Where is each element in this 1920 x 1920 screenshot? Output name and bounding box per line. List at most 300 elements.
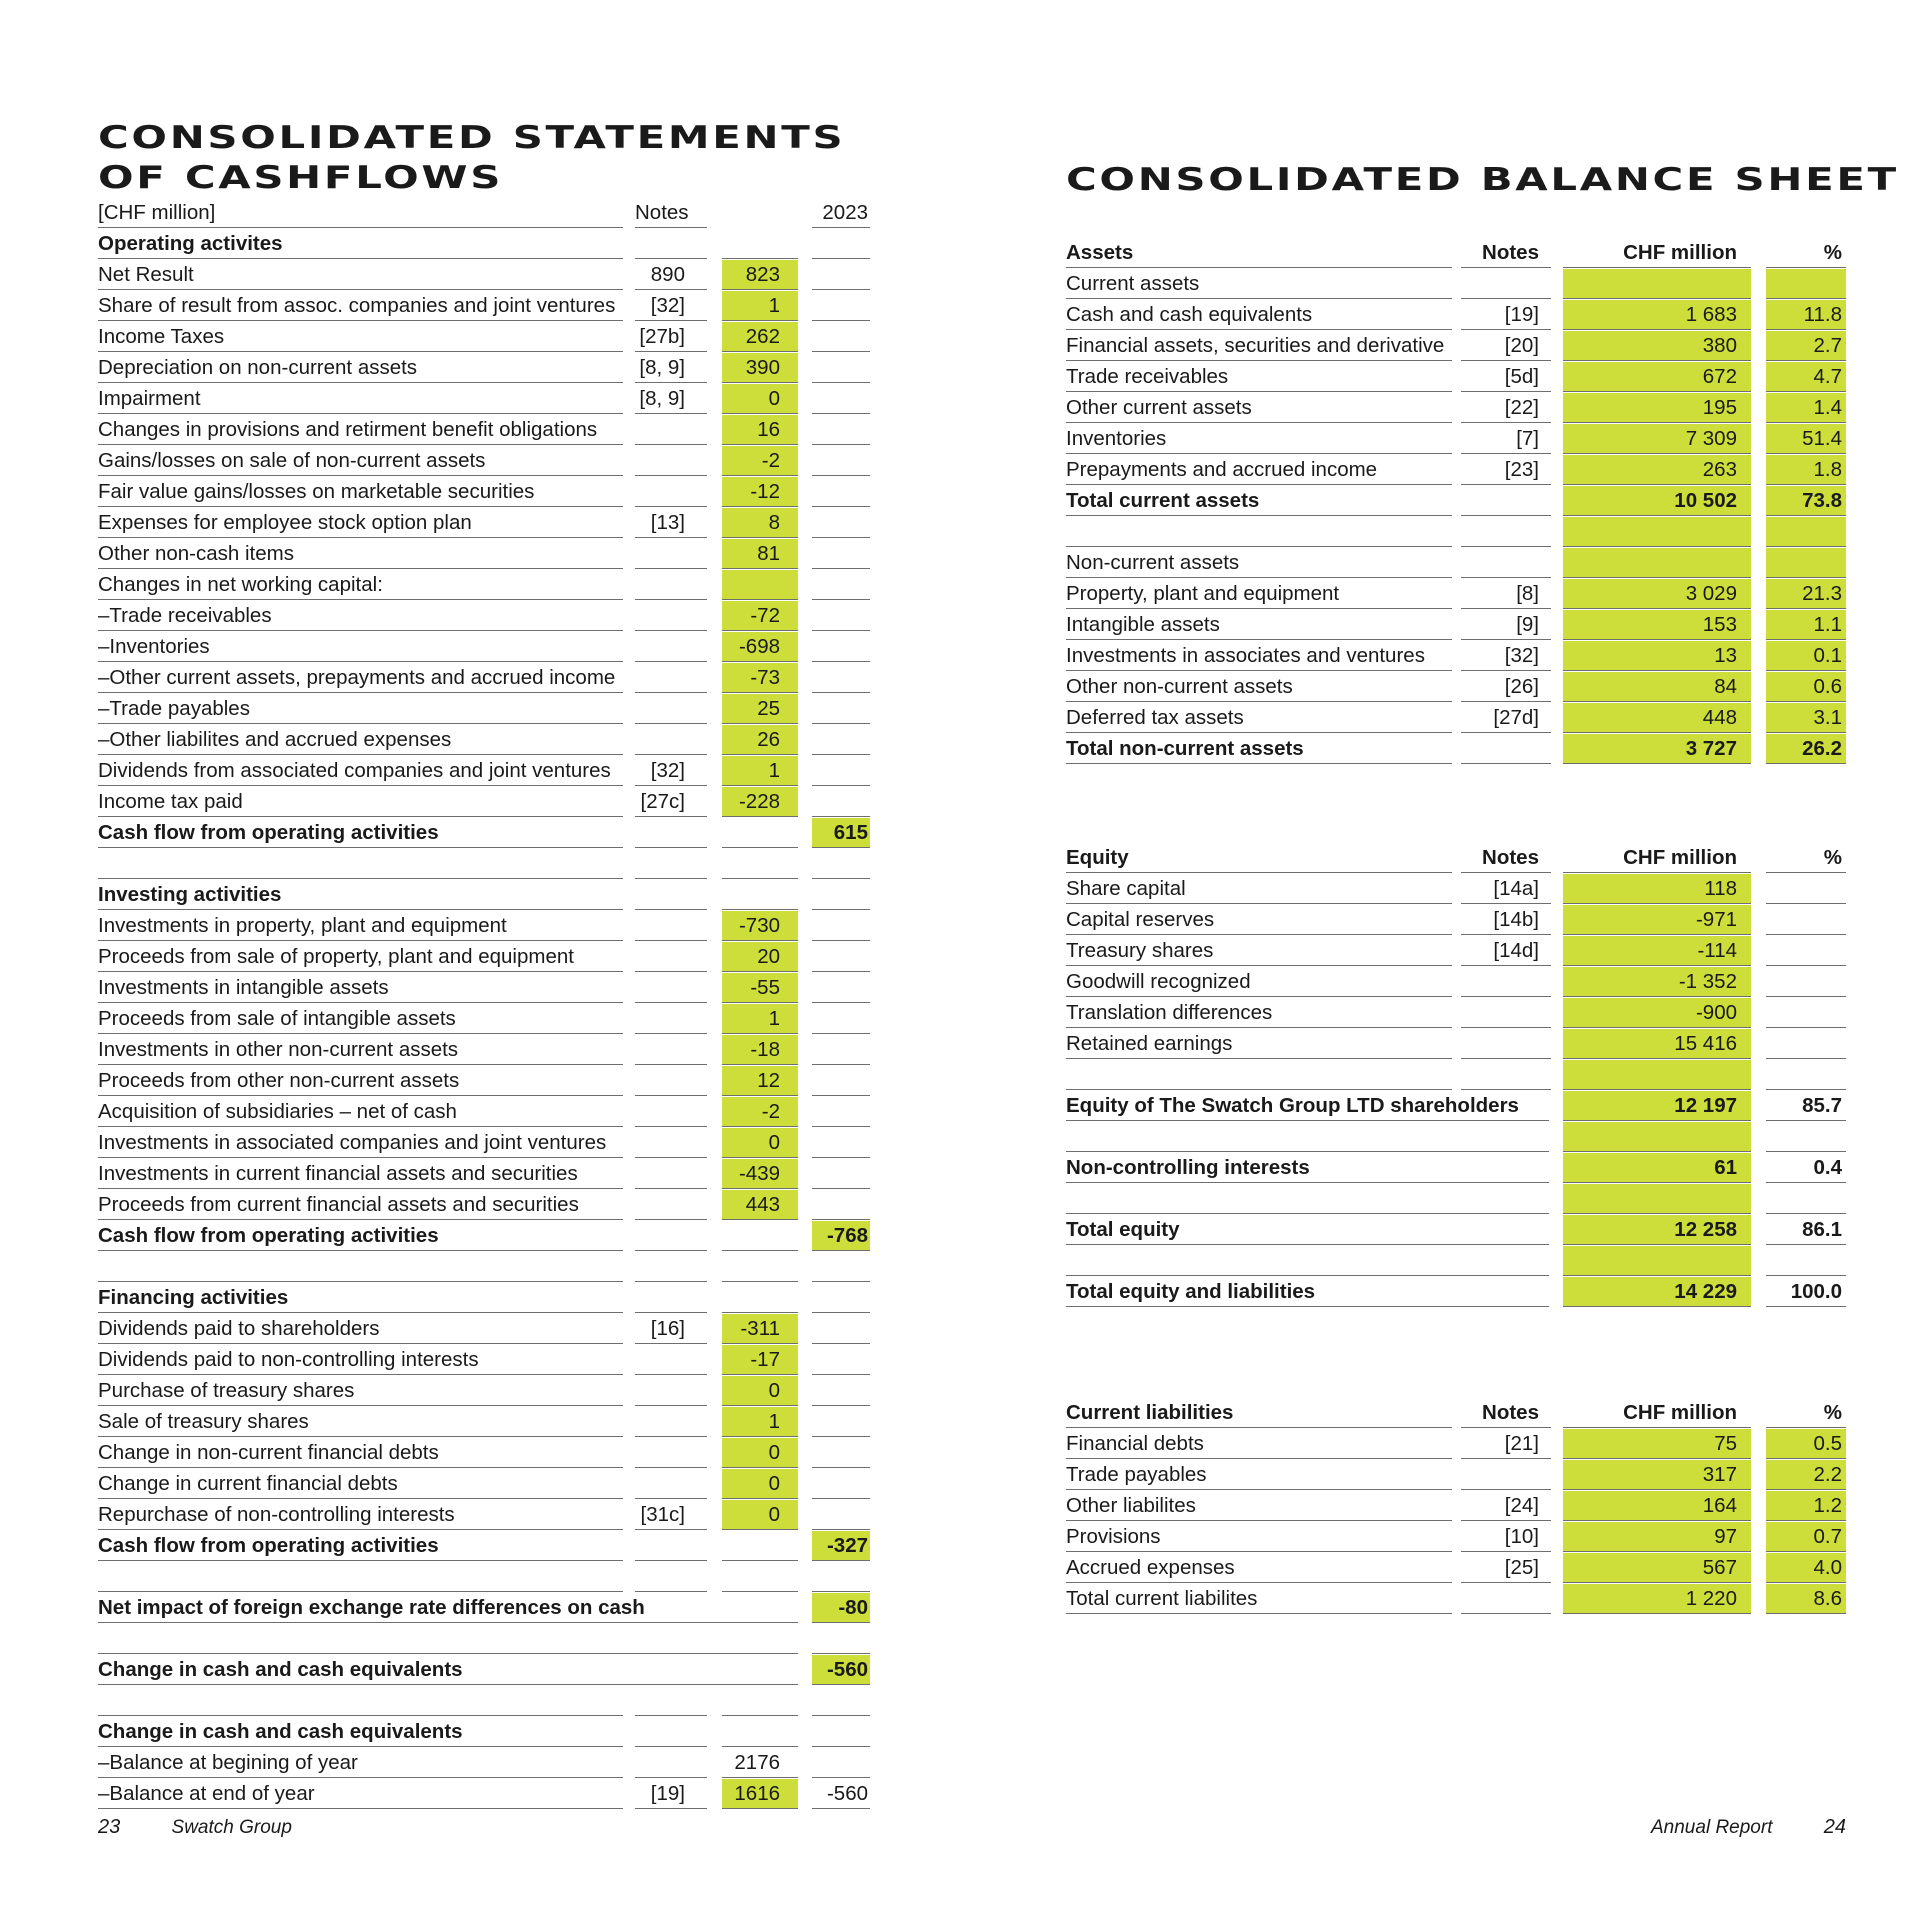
row-value: -2 <box>722 1097 798 1127</box>
table-row <box>98 787 878 818</box>
row-note <box>635 446 707 476</box>
row-total <box>812 446 870 476</box>
row-label <box>98 1252 623 1282</box>
row-label: Fair value gains/losses on marketable securities <box>98 477 623 507</box>
table-row <box>98 353 878 384</box>
spacer-row <box>1066 517 1846 548</box>
table-row <box>98 1407 878 1438</box>
row-label: Investments in current financial assets and securities <box>98 1159 623 1189</box>
row-note: [32] <box>635 291 707 321</box>
row-note <box>635 663 707 693</box>
row-total <box>812 260 870 290</box>
row-total <box>812 1438 870 1468</box>
table-row <box>98 1779 878 1810</box>
row-value: 1 <box>722 756 798 786</box>
row-value: 81 <box>722 539 798 569</box>
chf-header: CHF million <box>1563 1398 1751 1428</box>
row-percent <box>1766 998 1846 1028</box>
row-chf-value: 3 029 <box>1563 579 1751 609</box>
row-chf-value: 10 502 <box>1563 486 1751 516</box>
row-note <box>1461 734 1551 764</box>
row-label <box>98 1562 623 1592</box>
row-chf-value: 164 <box>1563 1491 1751 1521</box>
table-row <box>1066 579 1846 610</box>
row-percent: 1.2 <box>1766 1491 1846 1521</box>
row-label: Income Taxes <box>98 322 623 352</box>
row-label: Change in cash and cash equivalents <box>98 1655 798 1685</box>
footer-brand: Swatch Group <box>171 1817 292 1838</box>
row-label: –Inventories <box>98 632 623 662</box>
row-label: Financial debts <box>1066 1429 1452 1459</box>
row-total <box>812 1717 870 1747</box>
section-label: Assets <box>1066 238 1452 268</box>
row-total <box>812 1500 870 1530</box>
row-label: Proceeds from other non-current assets <box>98 1066 623 1096</box>
row-label: Trade receivables <box>1066 362 1452 392</box>
row-label: –Other liabilites and accrued expenses <box>98 725 623 755</box>
table-row <box>98 415 878 446</box>
table-row <box>98 973 878 1004</box>
row-label: Non-current assets <box>1066 548 1452 578</box>
row-value: 0 <box>722 1128 798 1158</box>
row-label: Treasury shares <box>1066 936 1452 966</box>
row-percent <box>1766 1184 1846 1214</box>
table-row <box>1066 300 1846 331</box>
row-percent <box>1766 936 1846 966</box>
table-row <box>98 1655 878 1686</box>
row-label: Investments in associated companies and joint ventures <box>98 1128 623 1158</box>
row-value: 0 <box>722 1469 798 1499</box>
row-value: -72 <box>722 601 798 631</box>
row-label: Dividends paid to non-controlling interests <box>98 1345 623 1375</box>
table-row <box>98 1717 878 1748</box>
row-total <box>812 1035 870 1065</box>
table-row <box>98 1004 878 1035</box>
row-percent <box>1766 1029 1846 1059</box>
row-chf-value: 153 <box>1563 610 1751 640</box>
row-value: -228 <box>722 787 798 817</box>
row-label: Cash and cash equivalents <box>1066 300 1452 330</box>
row-label: Goodwill recognized <box>1066 967 1452 997</box>
table-row <box>98 384 878 415</box>
row-chf-value <box>1563 1246 1751 1276</box>
row-total: -80 <box>812 1593 870 1623</box>
row-label: Other non-cash items <box>98 539 623 569</box>
row-total <box>812 570 870 600</box>
row-note <box>635 1407 707 1437</box>
row-label: Total current assets <box>1066 486 1452 516</box>
row-note: [8, 9] <box>635 384 707 414</box>
table-row <box>98 1531 878 1562</box>
row-total: 615 <box>812 818 870 848</box>
row-value: 12 <box>722 1066 798 1096</box>
row-chf-value: 1 683 <box>1563 300 1751 330</box>
row-label: Dividends paid to shareholders <box>98 1314 623 1344</box>
row-label: Accrued expenses <box>1066 1553 1452 1583</box>
row-total <box>812 1469 870 1499</box>
row-label <box>1066 1122 1549 1152</box>
row-chf-value: 1 220 <box>1563 1584 1751 1614</box>
table-row <box>98 1469 878 1500</box>
row-percent: 85.7 <box>1766 1091 1846 1121</box>
row-value: 390 <box>722 353 798 383</box>
row-label: Equity of The Swatch Group LTD shareholders <box>1066 1091 1549 1121</box>
row-value <box>722 1283 798 1313</box>
row-percent <box>1766 905 1846 935</box>
row-label: Translation differences <box>1066 998 1452 1028</box>
row-percent: 0.1 <box>1766 641 1846 671</box>
row-value <box>722 880 798 910</box>
row-note <box>635 942 707 972</box>
row-note: [27b] <box>635 322 707 352</box>
row-label: Financing activities <box>98 1283 623 1313</box>
table-row <box>98 229 878 260</box>
table-row <box>1066 967 1846 998</box>
row-note: [14d] <box>1461 936 1551 966</box>
row-value: 1 <box>722 1407 798 1437</box>
table-row <box>98 911 878 942</box>
section-label: Current liabilities <box>1066 1398 1452 1428</box>
table-row <box>98 663 878 694</box>
row-label: Other non-current assets <box>1066 672 1452 702</box>
row-value <box>722 1252 798 1282</box>
row-value: -12 <box>722 477 798 507</box>
table-row <box>98 1748 878 1779</box>
row-percent: 0.5 <box>1766 1429 1846 1459</box>
row-note <box>635 1376 707 1406</box>
row-total <box>812 725 870 755</box>
row-label: Total equity and liabilities <box>1066 1277 1549 1307</box>
row-label: Share capital <box>1066 874 1452 904</box>
table-row <box>98 477 878 508</box>
table-row <box>1066 362 1846 393</box>
row-note <box>1461 517 1551 547</box>
row-chf-value: 12 258 <box>1563 1215 1751 1245</box>
row-total <box>812 1004 870 1034</box>
row-note <box>635 1190 707 1220</box>
row-label: Cash flow from operating activities <box>98 1531 623 1561</box>
row-total: -560 <box>812 1779 870 1809</box>
row-note: [5d] <box>1461 362 1551 392</box>
row-total <box>812 1097 870 1127</box>
row-value: -55 <box>722 973 798 1003</box>
row-value: 1616 <box>722 1779 798 1809</box>
row-percent: 0.7 <box>1766 1522 1846 1552</box>
row-label <box>98 1686 623 1716</box>
table-row <box>1066 703 1846 734</box>
row-note: [14a] <box>1461 874 1551 904</box>
percent-header: % <box>1766 1398 1846 1428</box>
row-total <box>812 1066 870 1096</box>
row-note <box>635 1469 707 1499</box>
row-value: 1 <box>722 1004 798 1034</box>
row-label: Change in non-current financial debts <box>98 1438 623 1468</box>
row-chf-value: 15 416 <box>1563 1029 1751 1059</box>
blank-header <box>722 198 798 228</box>
row-note: [7] <box>1461 424 1551 454</box>
row-note <box>635 477 707 507</box>
row-note <box>1461 967 1551 997</box>
table-row <box>1066 393 1846 424</box>
table-row <box>1066 1091 1846 1122</box>
row-percent <box>1766 517 1846 547</box>
table-row <box>1066 1215 1846 1246</box>
row-note <box>635 1097 707 1127</box>
table-row <box>98 1593 878 1624</box>
row-label: Non-controlling interests <box>1066 1153 1549 1183</box>
row-total <box>812 880 870 910</box>
row-label: Proceeds from sale of intangible assets <box>98 1004 623 1034</box>
row-note <box>635 1159 707 1189</box>
year-header: 2023 <box>812 198 870 228</box>
table-row <box>98 818 878 849</box>
row-note: 890 <box>635 260 707 290</box>
row-value <box>722 229 798 259</box>
table-row <box>98 601 878 632</box>
row-label: Change in current financial debts <box>98 1469 623 1499</box>
row-percent: 26.2 <box>1766 734 1846 764</box>
row-note: [16] <box>635 1314 707 1344</box>
table-row <box>1066 874 1846 905</box>
row-value: 1 <box>722 291 798 321</box>
row-note <box>635 632 707 662</box>
row-label: –Balance at end of year <box>98 1779 623 1809</box>
row-label <box>1066 1060 1452 1090</box>
spacer-row <box>1066 1060 1846 1091</box>
row-chf-value: 448 <box>1563 703 1751 733</box>
row-value: -17 <box>722 1345 798 1375</box>
row-total <box>812 1407 870 1437</box>
row-total <box>812 415 870 445</box>
row-note: [32] <box>635 756 707 786</box>
row-note <box>635 1748 707 1778</box>
table-row <box>98 1128 878 1159</box>
row-note: [24] <box>1461 1491 1551 1521</box>
row-percent: 51.4 <box>1766 424 1846 454</box>
percent-header: % <box>1766 843 1846 873</box>
units-label: [CHF million] <box>98 198 623 228</box>
row-total <box>812 384 870 414</box>
row-note: [22] <box>1461 393 1551 423</box>
row-note <box>1461 1029 1551 1059</box>
row-value <box>722 570 798 600</box>
row-note: [19] <box>635 1779 707 1809</box>
page-number: 23 <box>98 1816 121 1838</box>
row-label: Share of result from assoc. companies and joint ventures <box>98 291 623 321</box>
row-value <box>722 1531 798 1561</box>
row-percent: 0.4 <box>1766 1153 1846 1183</box>
row-note: [10] <box>1461 1522 1551 1552</box>
table-row <box>98 632 878 663</box>
table-row <box>98 756 878 787</box>
row-note <box>635 1345 707 1375</box>
row-note <box>635 1252 707 1282</box>
table-row <box>1066 269 1846 300</box>
row-value: 0 <box>722 1438 798 1468</box>
row-note: [13] <box>635 508 707 538</box>
row-chf-value: -900 <box>1563 998 1751 1028</box>
row-chf-value: 380 <box>1563 331 1751 361</box>
row-label <box>1066 1246 1549 1276</box>
row-label: Net impact of foreign exchange rate differences on cash <box>98 1593 798 1623</box>
row-label: Sale of treasury shares <box>98 1407 623 1437</box>
row-value <box>722 1717 798 1747</box>
row-total <box>812 1159 870 1189</box>
table-row <box>98 322 878 353</box>
row-label: Depreciation on non-current assets <box>98 353 623 383</box>
row-note <box>1461 1584 1551 1614</box>
row-note <box>635 694 707 724</box>
row-chf-value: 84 <box>1563 672 1751 702</box>
row-label: Trade payables <box>1066 1460 1452 1490</box>
row-note: [26] <box>1461 672 1551 702</box>
row-note <box>635 1283 707 1313</box>
table-row <box>98 942 878 973</box>
row-label: Changes in net working capital: <box>98 570 623 600</box>
row-percent: 0.6 <box>1766 672 1846 702</box>
row-chf-value: -971 <box>1563 905 1751 935</box>
chf-header: CHF million <box>1563 238 1751 268</box>
table-row <box>98 694 878 725</box>
table-row <box>98 1190 878 1221</box>
row-value: 8 <box>722 508 798 538</box>
row-percent: 8.6 <box>1766 1584 1846 1614</box>
row-percent <box>1766 967 1846 997</box>
row-percent <box>1766 548 1846 578</box>
row-percent: 21.3 <box>1766 579 1846 609</box>
row-label: Total equity <box>1066 1215 1549 1245</box>
table-row <box>1066 734 1846 765</box>
row-note <box>635 229 707 259</box>
row-chf-value <box>1563 1184 1751 1214</box>
row-note <box>635 1438 707 1468</box>
row-label: Changes in provisions and retirment benefit obligations <box>98 415 623 445</box>
row-value <box>722 1562 798 1592</box>
row-note <box>635 1004 707 1034</box>
row-label: Change in cash and cash equivalents <box>98 1717 623 1747</box>
row-label: Financial assets, securities and derivative <box>1066 331 1452 361</box>
table-row <box>98 446 878 477</box>
row-total <box>812 1252 870 1282</box>
notes-header: Notes <box>635 198 707 228</box>
table-row <box>1066 1277 1846 1308</box>
row-total <box>812 291 870 321</box>
row-note <box>635 570 707 600</box>
equity-header <box>1066 843 1846 874</box>
row-label: Other liabilites <box>1066 1491 1452 1521</box>
row-value: 26 <box>722 725 798 755</box>
row-value: -311 <box>722 1314 798 1344</box>
table-row <box>98 1500 878 1531</box>
row-label: Expenses for employee stock option plan <box>98 508 623 538</box>
row-note <box>1461 998 1551 1028</box>
row-total <box>812 1314 870 1344</box>
row-value: -439 <box>722 1159 798 1189</box>
table-row <box>98 1376 878 1407</box>
page-number: 24 <box>1823 1816 1846 1838</box>
balance-sheet-title: CONSOLIDATED BALANCE SHEET <box>1066 162 1899 198</box>
row-label: –Other current assets, prepayments and accrued income <box>98 663 623 693</box>
row-total <box>812 1283 870 1313</box>
row-value: 0 <box>722 1376 798 1406</box>
row-total <box>812 322 870 352</box>
table-row <box>98 508 878 539</box>
spacer-row <box>1066 1122 1846 1153</box>
table-row <box>1066 936 1846 967</box>
spacer-row <box>1066 1246 1846 1277</box>
table-row <box>1066 998 1846 1029</box>
row-value: 823 <box>722 260 798 290</box>
row-chf-value: 12 197 <box>1563 1091 1751 1121</box>
spacer-row <box>98 1252 878 1283</box>
row-chf-value: -1 352 <box>1563 967 1751 997</box>
row-note <box>635 1562 707 1592</box>
row-label: Provisions <box>1066 1522 1452 1552</box>
row-note <box>635 415 707 445</box>
row-value: 0 <box>722 384 798 414</box>
row-value <box>722 818 798 848</box>
table-row <box>1066 641 1846 672</box>
left-footer <box>98 1816 292 1839</box>
liabilities-header <box>1066 1398 1846 1429</box>
row-note: [14b] <box>1461 905 1551 935</box>
row-value <box>722 849 798 879</box>
row-chf-value: 263 <box>1563 455 1751 485</box>
row-total <box>812 1624 870 1654</box>
row-total <box>812 508 870 538</box>
row-total <box>812 601 870 631</box>
row-chf-value <box>1563 269 1751 299</box>
row-percent: 1.1 <box>1766 610 1846 640</box>
row-total <box>812 942 870 972</box>
table-row <box>98 1066 878 1097</box>
table-row <box>98 1159 878 1190</box>
row-label: Proceeds from current financial assets and securities <box>98 1190 623 1220</box>
row-label: Operating activites <box>98 229 623 259</box>
row-value: 20 <box>722 942 798 972</box>
row-percent: 4.0 <box>1766 1553 1846 1583</box>
table-row <box>1066 610 1846 641</box>
assets-header <box>1066 238 1846 269</box>
row-value: -73 <box>722 663 798 693</box>
row-note: [25] <box>1461 1553 1551 1583</box>
row-total <box>812 1686 870 1716</box>
spacer-row <box>98 1686 878 1717</box>
row-label: Investments in other non-current assets <box>98 1035 623 1065</box>
row-note <box>635 1717 707 1747</box>
table-row <box>1066 1584 1846 1615</box>
row-note: [20] <box>1461 331 1551 361</box>
row-note <box>1461 1060 1551 1090</box>
spacer-row <box>98 1562 878 1593</box>
table-row <box>1066 1460 1846 1491</box>
table-row <box>98 1097 878 1128</box>
row-note <box>1461 269 1551 299</box>
row-total <box>812 1562 870 1592</box>
row-percent: 4.7 <box>1766 362 1846 392</box>
row-percent: 1.8 <box>1766 455 1846 485</box>
row-label: Property, plant and equipment <box>1066 579 1452 609</box>
row-chf-value <box>1563 548 1751 578</box>
spacer-row <box>98 849 878 880</box>
row-percent: 2.2 <box>1766 1460 1846 1490</box>
table-row <box>1066 486 1846 517</box>
table-row <box>1066 331 1846 362</box>
row-total <box>812 229 870 259</box>
row-label: Proceeds from sale of property, plant and equipment <box>98 942 623 972</box>
row-note: [19] <box>1461 300 1551 330</box>
row-value: 16 <box>722 415 798 445</box>
